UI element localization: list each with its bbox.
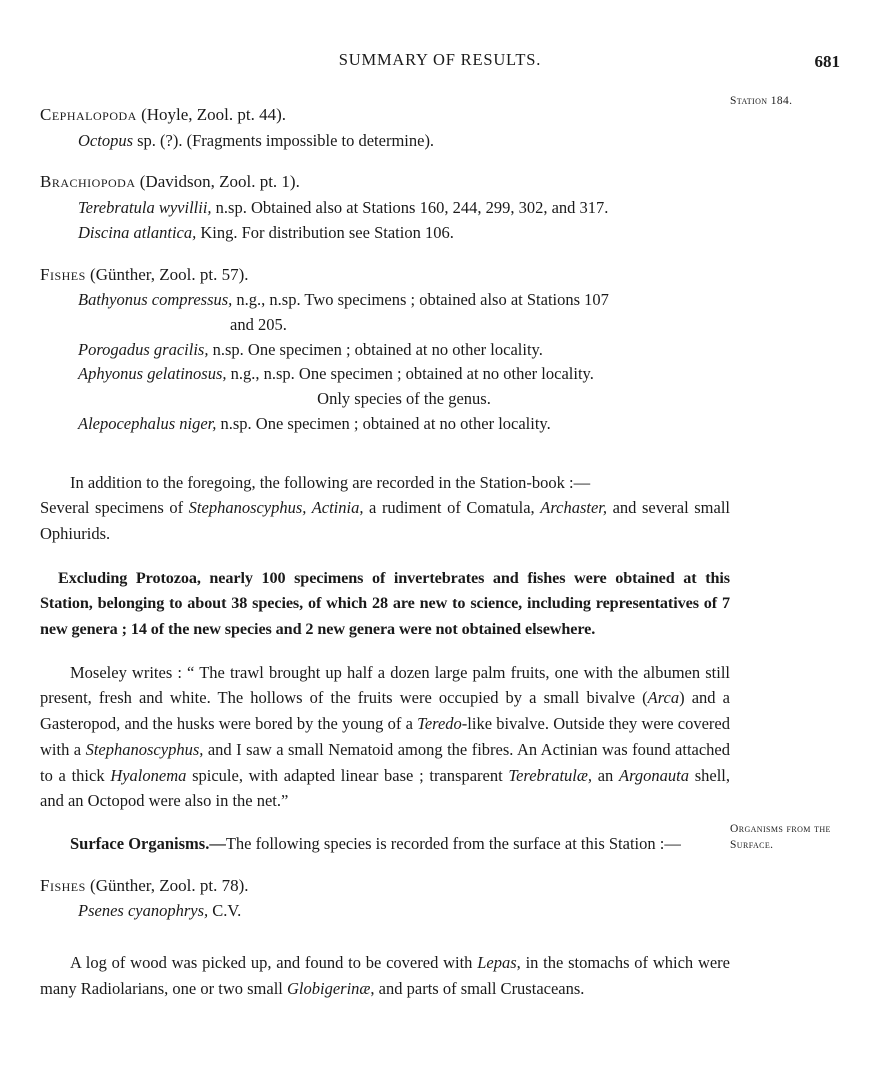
moseley-text-7: shell, and an Octopod were also in the net.” bbox=[40, 765, 731, 811]
species-entry bbox=[78, 196, 730, 221]
taxon-name: Fishes bbox=[40, 875, 86, 895]
taxon-group bbox=[40, 103, 730, 153]
station-book-text-3: a rudiment of Comatula, bbox=[363, 498, 541, 518]
species-name: Alepocephalus niger, bbox=[78, 413, 217, 433]
paragraph-surface-organisms bbox=[40, 831, 730, 857]
taxon-name: Cephalopoda bbox=[40, 105, 137, 124]
page-number: 681 bbox=[814, 52, 840, 71]
log-taxon-lepas: Lepas bbox=[477, 953, 517, 973]
body-content bbox=[40, 86, 730, 1002]
taxon-heading bbox=[40, 263, 730, 288]
station-book-text-2: Several specimens of bbox=[40, 498, 189, 518]
marginal-note-station: Station 184. bbox=[730, 95, 793, 107]
taxon-heading bbox=[40, 874, 730, 899]
moseley-text-2: ) and a Gasteropod, and the husks were bored by the young of a bbox=[40, 688, 730, 734]
species-note: C.V. bbox=[208, 901, 242, 921]
log-text-3: , and parts of small Crustaceans. bbox=[370, 978, 585, 998]
taxon-reference: (Günther, Zool. pt. 78). bbox=[85, 875, 249, 895]
species-name: Porogadus gracilis, bbox=[78, 339, 209, 359]
species-continuation: and 205. bbox=[230, 314, 287, 334]
taxon-group-surface bbox=[40, 874, 730, 924]
moseley-text-5: spicule, with adapted linear base ; transparent bbox=[186, 765, 509, 785]
station-book-text-4: and several small Ophiurids. bbox=[40, 498, 731, 544]
species-note: n.sp. Obtained also at Stations 160, 244, 299, 302, and 317. bbox=[211, 198, 609, 218]
moseley-taxon-stephanoscyphus: Stephanoscyphus, bbox=[85, 739, 204, 759]
moseley-taxon-argonauta: Argonauta bbox=[619, 765, 689, 785]
moseley-taxon-arca: Arca bbox=[647, 688, 680, 708]
species-entry bbox=[78, 412, 730, 437]
species-note: n.sp. One specimen ; obtained at no other locality. bbox=[216, 413, 551, 433]
species-note: King. For distribution see Station 106. bbox=[196, 222, 454, 242]
taxon-reference: (Hoyle, Zool. pt. 44). bbox=[136, 105, 287, 124]
station-book-text-1: In addition to the foregoing, the following are recorded in the Station-book :— bbox=[70, 472, 591, 492]
moseley-text-4: and I saw a small Nematoid among the fibres. An Actinian was found attached to a thick bbox=[40, 739, 730, 785]
taxon-reference: (Davidson, Zool. pt. 1). bbox=[135, 172, 300, 192]
species-entry bbox=[78, 899, 730, 924]
species-entry bbox=[78, 129, 730, 154]
paragraph-log-of-wood bbox=[40, 950, 730, 1001]
moseley-taxon-terebratulae: Terebratulæ, bbox=[508, 765, 592, 785]
log-text-2: , in the stomachs of which were many Radiolarians, one or two small bbox=[40, 953, 731, 998]
running-head: SUMMARY OF RESULTS. bbox=[338, 50, 542, 69]
taxon-heading bbox=[40, 170, 730, 195]
surface-organisms-label: Surface Organisms.— bbox=[70, 834, 226, 854]
station-book-taxa-1: Stephanoscyphus, Actinia, bbox=[188, 498, 364, 518]
moseley-taxon-teredo: Teredo bbox=[417, 714, 462, 734]
taxon-group bbox=[40, 170, 730, 245]
taxon-name: Brachiopoda bbox=[40, 172, 136, 192]
taxon-name: Fishes bbox=[40, 264, 86, 284]
station-book-taxa-2: Archaster, bbox=[540, 498, 608, 518]
paragraph-moseley bbox=[40, 660, 730, 814]
species-name: Terebratula wyvillii, bbox=[78, 198, 212, 218]
species-note: sp. (?). (Fragments impossible to determine). bbox=[133, 130, 435, 150]
species-name: Psenes cyanophrys, bbox=[78, 901, 209, 921]
marginal-note-surface: Organisms from the Surface. bbox=[730, 823, 831, 851]
moseley-text-1: Moseley writes : “ The trawl brought up half a dozen large palm fruits, one with the albumen still present, fresh and white. The hollows of the fruits were occupied by a small bivalve ( bbox=[40, 662, 730, 708]
paragraph-station-book bbox=[40, 470, 730, 547]
species-continuation: Only species of the genus. bbox=[317, 389, 491, 409]
species-note: n.g., n.sp. Two specimens ; obtained also at Stations 107 bbox=[232, 290, 609, 310]
taxon-heading bbox=[40, 103, 730, 128]
species-entry bbox=[78, 288, 730, 313]
species-name: Discina atlantica, bbox=[78, 222, 197, 242]
species-name: Octopus bbox=[78, 130, 133, 150]
species-name: Aphyonus gelatinosus, bbox=[78, 364, 227, 384]
taxon-group bbox=[40, 263, 730, 437]
species-entry bbox=[78, 338, 730, 363]
species-note: n.sp. One specimen ; obtained at no other locality. bbox=[208, 339, 543, 359]
species-entry bbox=[78, 221, 730, 246]
taxon-reference: (Günther, Zool. pt. 57). bbox=[85, 264, 249, 284]
species-note: n.g., n.sp. One specimen ; obtained at no other locality. bbox=[226, 364, 594, 384]
moseley-taxon-hyalonema: Hyalonema bbox=[110, 765, 187, 785]
log-text-1: A log of wood was picked up, and found to be covered with bbox=[70, 953, 478, 973]
moseley-text-3: -like bivalve. Outside they were covered with a bbox=[40, 714, 730, 759]
surface-organisms-text: The following species is recorded from the surface at this Station :— bbox=[225, 834, 681, 854]
species-name: Bathyonus compressus, bbox=[78, 290, 233, 310]
paragraph-summary: Excluding Protozoa, nearly 100 specimens of invertebrates and fishes were obtained at this Station, belonging to about 38 species, of which 28 are new to science, including representatives of 7 new genera ; 14 of the new species and 2 new genera were not obtained elsewhere. bbox=[40, 568, 730, 639]
species-entry bbox=[78, 362, 730, 387]
moseley-text-6: an bbox=[592, 765, 620, 785]
log-taxon-globigerinae: Globigerinæ bbox=[287, 978, 371, 998]
